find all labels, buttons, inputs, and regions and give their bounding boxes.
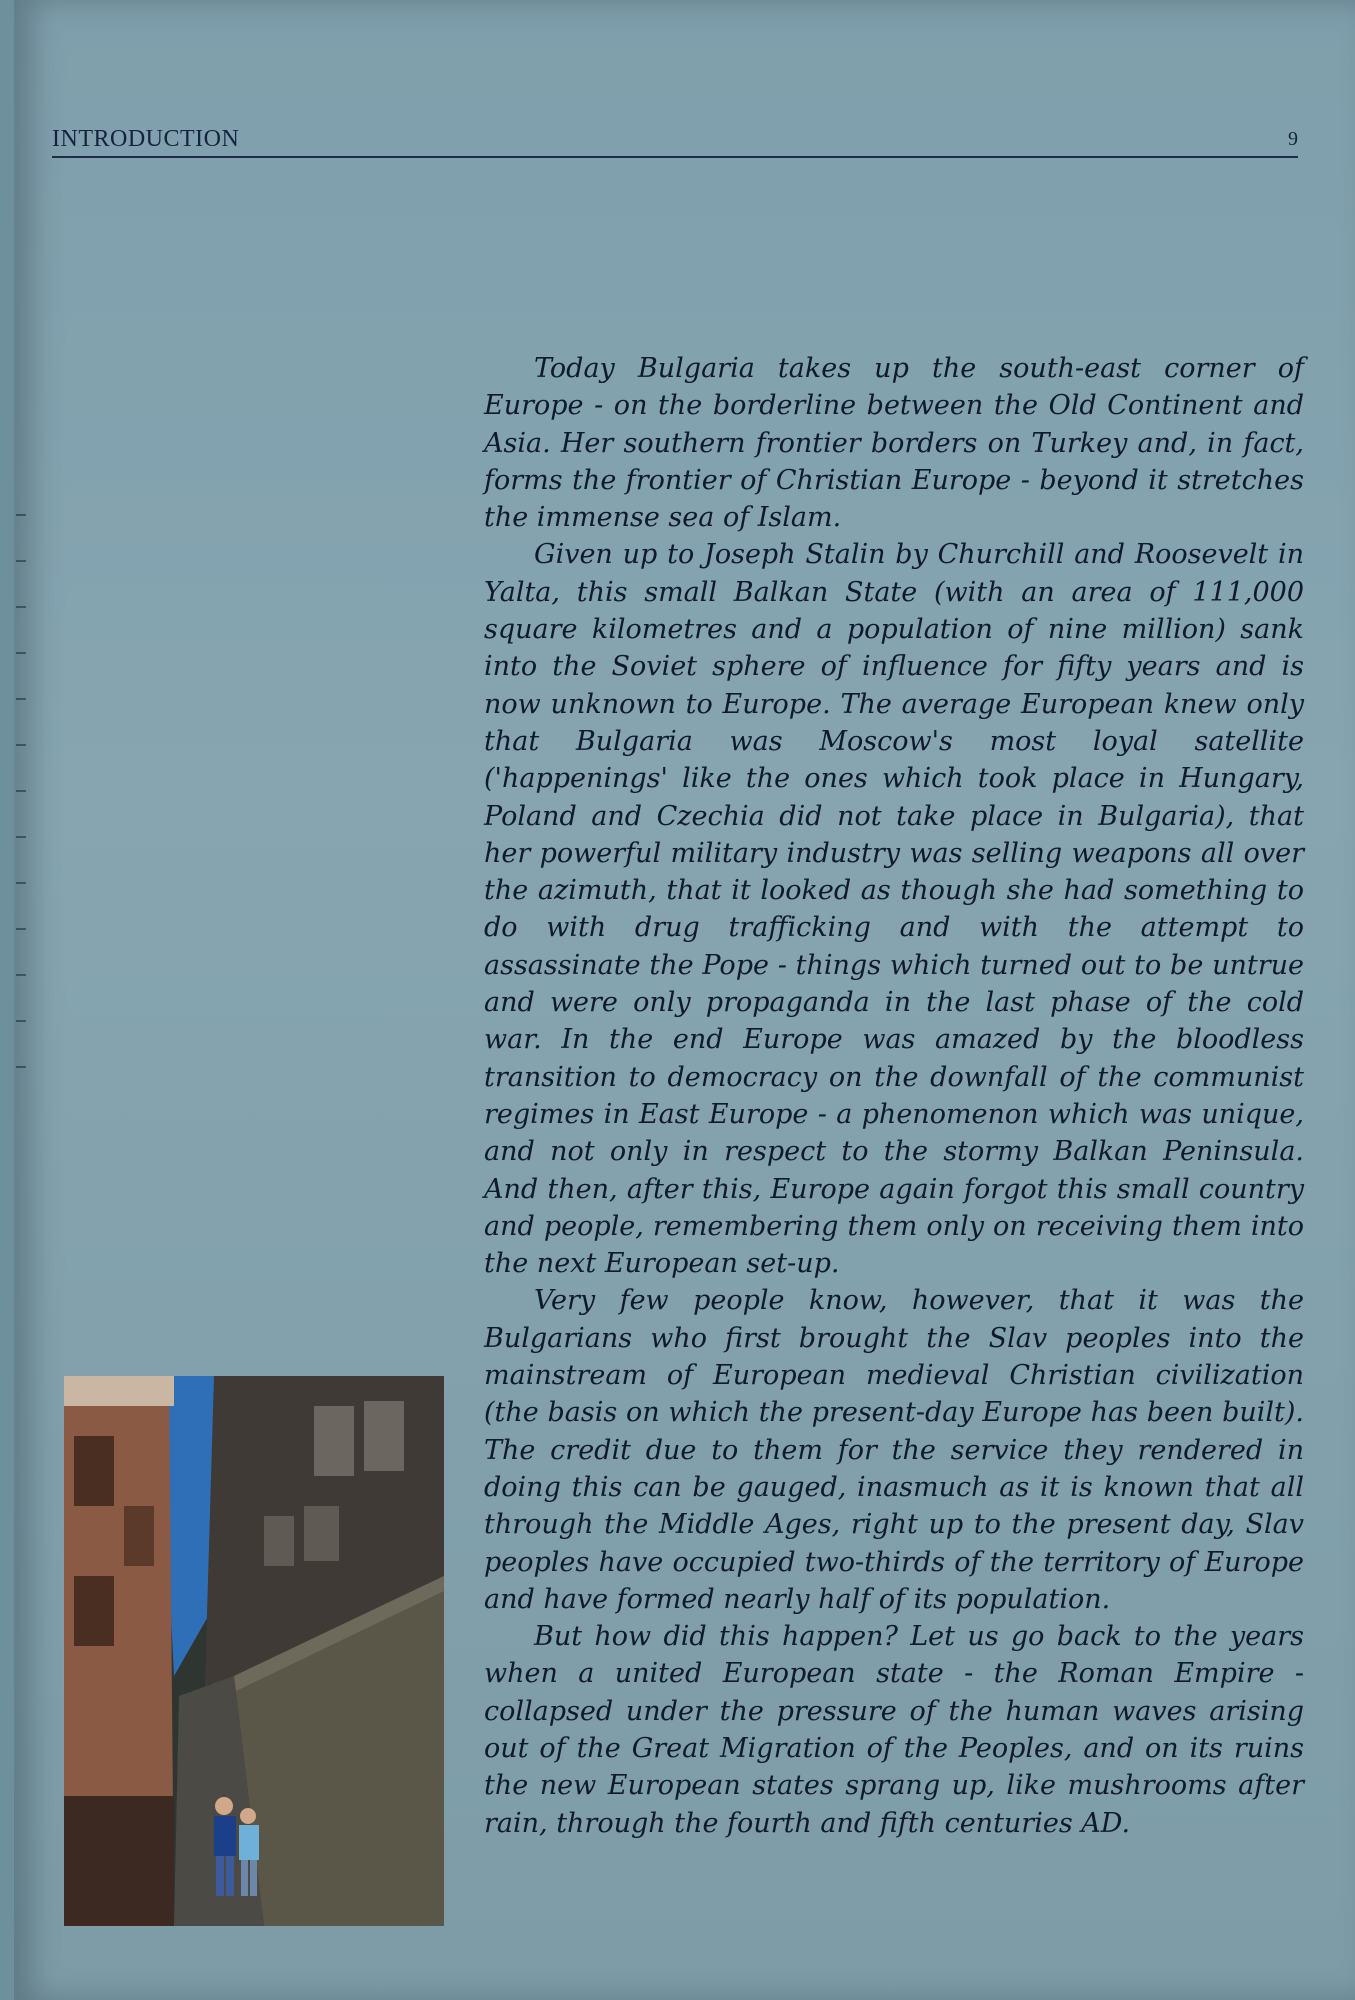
street-photo	[64, 1376, 444, 1926]
street-photo-illustration	[64, 1376, 444, 1926]
running-header	[52, 126, 1298, 158]
gutter-shadow	[16, 470, 26, 1070]
paragraph: Today Bulgaria takes up the south-east corner of Europe - on the borderline between the Old Continent and Asia. Her southern frontier borders on Turkey and, in fact, forms the frontier of Christian Europe - beyond it stretches the immense sea of Islam.	[484, 353, 1304, 534]
book-page	[14, 0, 1355, 2000]
page-number: 9	[1288, 128, 1298, 150]
paragraph: But how did this happen? Let us go back to the years when a united European state - the Roman Empire - collapsed under the pressure of the human waves arising out of the Great Migration of the Peoples, and on its ruins the new European states sprang up, like mushrooms after rain, through the fourth and fifth centuries AD.	[484, 1621, 1304, 1839]
body-text	[484, 350, 1304, 1842]
chapter-title: INTRODUCTION	[52, 126, 240, 152]
paragraph: Given up to Joseph Stalin by Churchill and Roosevelt in Yalta, this small Balkan State (with an area of 111,000 square kilometres and a population of nine million) sank into the Soviet sphere of influence for fifty years and is now unknown to Europe. The average European knew only that Bulgaria was Moscow's most loyal satellite ('happenings' like the ones which took place in Hungary, Poland and Czechia did not take place in Bulgaria), that her powerful military industry was selling weapons all over the azimuth, that it looked as though she had something to do with drug trafficking and with the attempt to assassinate the Pope - things which turned out to be untrue and were only propaganda in the last phase of the cold war. In the end Europe was amazed by the bloodless transition to democracy on the downfall of the communist regimes in East Europe - a phenomenon which was unique, and not only in respect to the stormy Balkan Peninsula. And then, after this, Europe again forgot this small country and people, remembering them only on receiving them into the next European set-up.	[484, 539, 1304, 1280]
paragraph: Very few people know, however, that it was the Bulgarians who first brought the Slav peoples into the mainstream of European medieval Christian civilization (the basis on which the present-day Europe has been built). The credit due to them for the service they rendered in doing this can be gauged, inasmuch as it is known that all through the Middle Ages, right up to the present day, Slav peoples have occupied two-thirds of the territory of Europe and have formed nearly half of its population.	[484, 1285, 1304, 1615]
